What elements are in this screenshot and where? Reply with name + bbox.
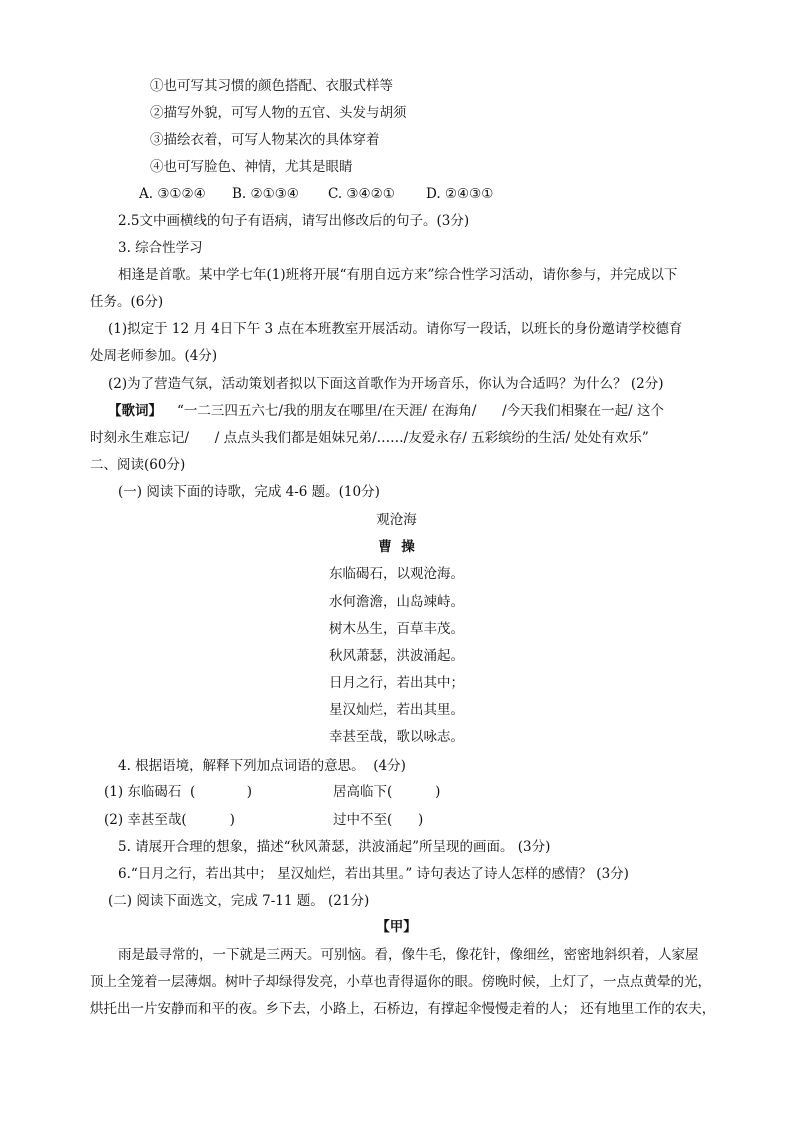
question-2-5: 2.5文中画横线的句子有语病，请写出修改后的句子。(3分) <box>118 213 470 229</box>
part-1-intro: (一) 阅读下面的诗歌，完成 4-6 题。(10分) <box>118 484 380 500</box>
poem-author: 曹 操 <box>378 539 415 555</box>
question-4-row-2-right: 过中不至( ) <box>333 812 424 828</box>
lyrics-line-2: 时刻永生难忘记/ / 点点头我们都是姐妹兄弟/……/友爱永存/ 五彩缤纷的生活/ 处处有欢乐” <box>90 430 649 446</box>
question-5: 5. 请展开合理的想象，描述“秋风萧瑟，洪波涌起”所呈现的画面。 (3分) <box>118 839 551 855</box>
choice-d: D. ②④③① <box>426 186 494 202</box>
question-3-task-2: (2)为了营造气氛，活动策划者拟以下面这首歌作为开场音乐，你认为合适吗？为什么？ (2分) <box>108 376 664 392</box>
part-2-intro: (二) 阅读下面选文，完成 7-11 题。 (21分) <box>108 893 370 909</box>
choice-c: C. ③④②① <box>328 186 395 202</box>
lyrics-label: 【歌词】 <box>108 403 162 419</box>
poem-line: 秋风萧瑟，洪波涌起。 <box>329 648 464 664</box>
question-3-intro-line-2: 任务。(6分) <box>90 294 164 310</box>
question-3-title: 3. 综合性学习 <box>118 240 203 256</box>
question-4-row-2-left: (2) 幸甚至哉( ) <box>104 812 235 828</box>
option-item-1: ①也可写其习惯的颜色搭配、衣服式样等 <box>150 78 393 94</box>
choice-b: B. ②①③④ <box>232 186 299 202</box>
option-item-4: ④也可写脸色、神情，尤其是眼睛 <box>150 159 353 175</box>
question-4-row-1-right: 居高临下( ) <box>333 784 441 800</box>
choice-a: A. ③①②④ <box>139 186 206 202</box>
passage-line-3: 烘托出一片安静而和平的夜。乡下去，小路上，石桥边，有撑起伞慢慢走着的人； 还有地里工作的农夫， <box>90 1001 716 1017</box>
question-4: 4. 根据语境，解释下列加点词语的意思。 (4分) <box>118 758 406 774</box>
poem-line: 东临碣石，以观沧海。 <box>329 566 464 582</box>
question-4-row-1-left: (1) 东临碣石 ( ) <box>104 784 253 800</box>
passage-jia-label: 【甲】 <box>376 919 417 935</box>
passage-line-1: 雨是最寻常的，一下就是三两天。可别恼。看，像牛毛，像花针，像细丝，密密地斜织着，人家屋 <box>118 947 699 963</box>
question-3-task-1-line-1: (1)拟定于 12 月 4日下午 3 点在本班教室开展活动。请你写一段话，以班长的身份邀请学校德育 <box>108 321 683 337</box>
poem-line: 水何澹澹，山岛竦峙。 <box>329 594 464 610</box>
poem-title: 观沧海 <box>376 512 417 528</box>
poem-line: 日月之行，若出其中； <box>329 675 464 691</box>
poem-line: 星汉灿烂，若出其里。 <box>329 702 464 718</box>
passage-line-2: 顶上全笼着一层薄烟。树叶子却绿得发亮，小草也青得逼你的眼。傍晚时候，上灯了，一点点黄晕的光， <box>90 974 711 990</box>
question-6: 6.“日月之行，若出其中； 星汉灿烂，若出其里。” 诗句表达了诗人怎样的感情？ (3分) <box>118 866 629 882</box>
question-3-intro-line-1: 相逢是首歌。某中学七年(1)班将开展“有朋自远方来”综合性学习活动，请你参与，并完成以下 <box>118 267 678 283</box>
option-item-2: ②描写外貌，可写人物的五官、头发与胡须 <box>150 105 407 121</box>
section-2-heading: 二、阅读(60分) <box>90 457 186 473</box>
question-3-task-1-line-2: 处周老师参加。(4分) <box>90 348 218 364</box>
poem-line: 树木丛生，百草丰茂。 <box>329 621 464 637</box>
lyrics-line-1: “一二三四五六七/我的朋友在哪里/在天涯/ 在海角/ /今天我们相聚在一起/ 这个 <box>177 403 665 419</box>
option-item-3: ③描绘衣着，可写人物某次的具体穿着 <box>150 132 380 148</box>
poem-line: 幸甚至哉，歌以咏志。 <box>329 729 464 745</box>
